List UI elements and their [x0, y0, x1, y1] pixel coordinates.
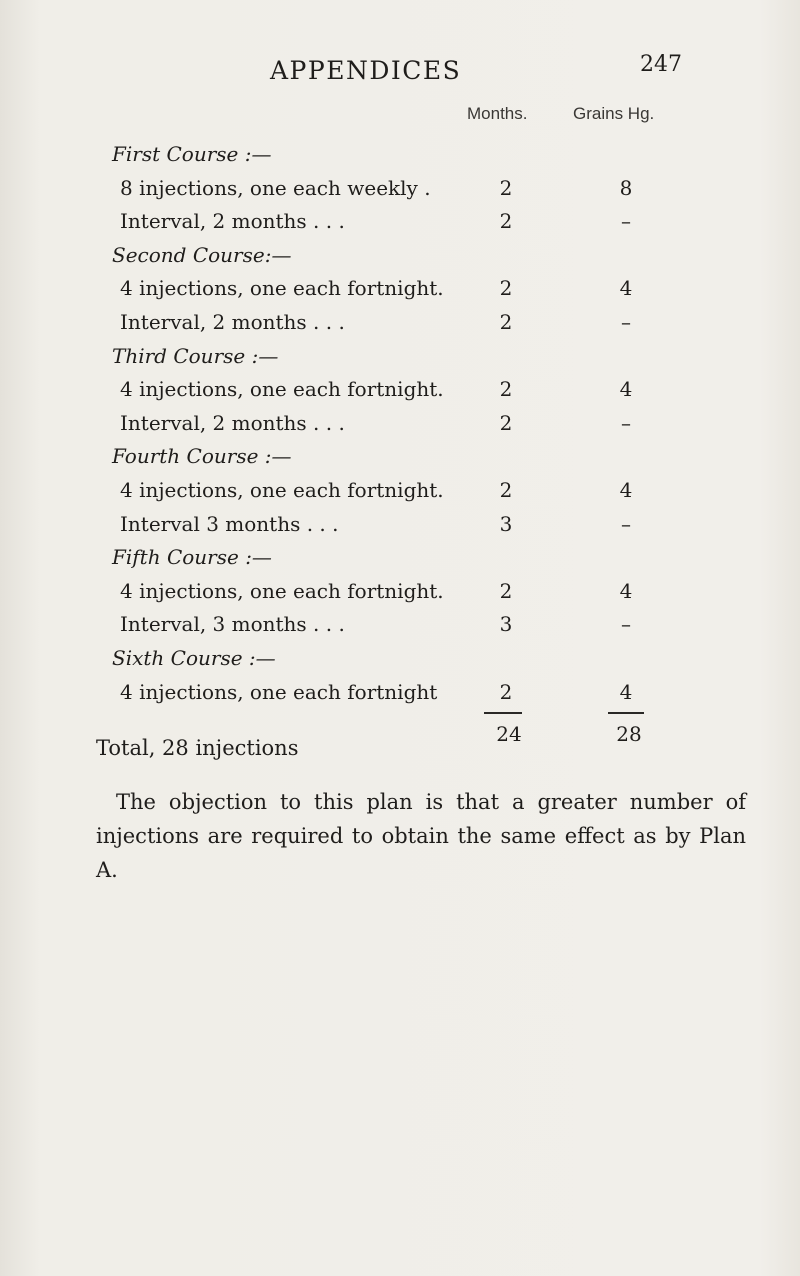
- total-row: [0, 722, 800, 762]
- grains-sum-rule: [608, 712, 644, 714]
- entry-label: Interval, 2 months . . .: [120, 209, 345, 234]
- entry-label: 4 injections, one each fortnight.: [120, 578, 444, 603]
- grains-value: 4: [619, 578, 633, 603]
- months-value: 2: [499, 578, 513, 603]
- course-title: Fifth Course :—: [112, 545, 272, 570]
- entry-label: 4 injections, one each fortnight.: [120, 477, 444, 502]
- grains-value: –: [621, 410, 631, 435]
- course-title: Third Course :—: [112, 343, 279, 368]
- course-heading-row: [0, 442, 800, 476]
- course-heading-row: [0, 140, 800, 174]
- schedule-row: [0, 174, 800, 208]
- schedule-row: [0, 577, 800, 611]
- grains-value: –: [621, 511, 631, 536]
- grains-value: –: [621, 612, 631, 637]
- grains-value: –: [621, 309, 631, 334]
- column-headers: [0, 104, 800, 130]
- months-sum-rule: [484, 712, 522, 714]
- months-value: 2: [499, 309, 513, 334]
- total-months-value: 24: [496, 722, 522, 746]
- schedule-row: [0, 409, 800, 443]
- entry-label: Interval, 2 months . . .: [120, 410, 345, 435]
- closing-paragraph: The objection to this plan is that a greater number of injections are required to obtain the same effect as by Plan A.: [96, 790, 746, 882]
- months-value: 2: [499, 209, 513, 234]
- schedule-row: [0, 274, 800, 308]
- schedule-row: [0, 207, 800, 241]
- months-value: 2: [499, 410, 513, 435]
- months-value: 2: [499, 377, 513, 402]
- running-head: [0, 52, 800, 92]
- entry-label: 4 injections, one each fortnight: [120, 679, 438, 704]
- months-value: 2: [499, 679, 513, 704]
- course-schedule-table: [0, 140, 800, 711]
- total-grains-value: 28: [616, 722, 642, 746]
- months-value: 3: [499, 612, 513, 637]
- course-title: First Course :—: [112, 142, 272, 166]
- schedule-row: [0, 308, 800, 342]
- page-number: 247: [640, 52, 682, 77]
- course-heading-row: [0, 644, 800, 678]
- entry-label: Interval 3 months . . .: [120, 511, 339, 536]
- total-label: Total, 28 injections: [96, 736, 299, 760]
- entry-label: 8 injections, one each weekly .: [120, 175, 431, 200]
- course-heading-row: [0, 543, 800, 577]
- grains-value: 4: [619, 377, 633, 402]
- months-value: 2: [499, 175, 513, 200]
- schedule-row: [0, 610, 800, 644]
- months-value: 3: [499, 511, 513, 536]
- entry-label: 4 injections, one each fortnight.: [120, 377, 444, 402]
- running-head-title: APPENDICES: [270, 56, 462, 85]
- schedule-row: [0, 510, 800, 544]
- months-value: 2: [499, 276, 513, 301]
- grains-column-header: Grains Hg.: [573, 104, 655, 123]
- entry-label: Interval, 2 months . . .: [120, 309, 345, 334]
- grains-value: 4: [619, 679, 633, 704]
- course-heading-row: [0, 342, 800, 376]
- grains-value: –: [621, 209, 631, 234]
- grains-value: 4: [619, 276, 633, 301]
- grains-value: 8: [619, 175, 633, 200]
- course-title: Sixth Course :—: [112, 645, 276, 670]
- course-heading-row: [0, 241, 800, 275]
- entry-label: Interval, 3 months . . .: [120, 612, 345, 637]
- months-column-header: Months.: [467, 104, 528, 123]
- course-title: Second Course:—: [112, 242, 292, 267]
- schedule-row: [0, 375, 800, 409]
- grains-value: 4: [619, 477, 633, 502]
- sum-rules: [0, 710, 800, 720]
- entry-label: 4 injections, one each fortnight.: [120, 276, 444, 301]
- months-value: 2: [499, 477, 513, 502]
- schedule-row: [0, 678, 800, 712]
- schedule-row: [0, 476, 800, 510]
- course-title: Fourth Course :—: [112, 444, 292, 469]
